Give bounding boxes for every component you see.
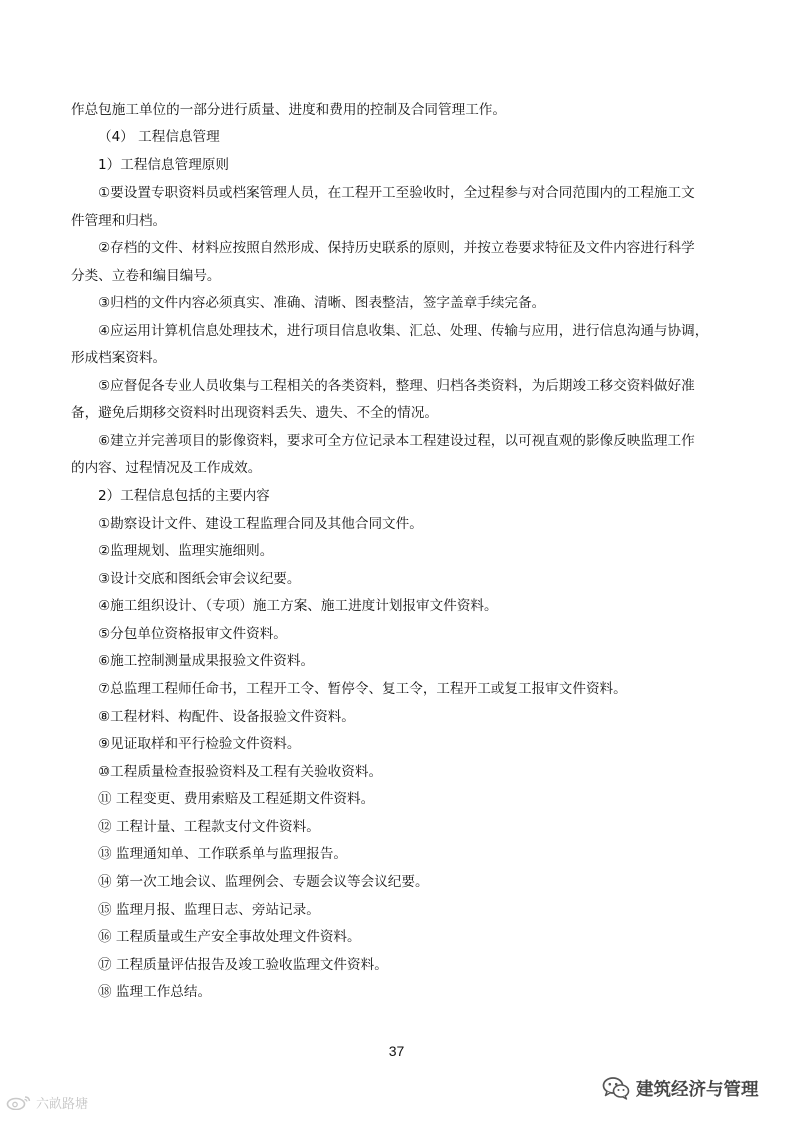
list-item: ⑬ 监理通知单、工作联系单与监理报告。 — [98, 846, 348, 862]
section-heading: （4） 工程信息管理 — [98, 129, 220, 145]
list-item: ⑦总监理工程师任命书，工程开工令、暂停令、复工令，工程开工或复工报审文件资料。 — [98, 681, 627, 697]
paragraph-line: ①要设置专职资料员或档案管理人员，在工程开工至验收时，全过程参与对合同范围内的工程施工文 — [98, 185, 695, 201]
list-item: ⑯ 工程质量或生产安全事故处理文件资料。 — [98, 929, 361, 945]
list-item: ④施工组织设计、（专项）施工方案、施工进度计划报审文件资料。 — [98, 598, 498, 614]
list-item: ⑨见证取样和平行检验文件资料。 — [98, 736, 301, 752]
paragraph-line: ③归档的文件内容必须真实、准确、清晰、图表整洁，签字盖章手续完备。 — [98, 295, 546, 311]
list-item: ⑤分包单位资格报审文件资料。 — [98, 626, 287, 642]
paragraph-line: 作总包施工单位的一部分进行质量、进度和费用的控制及合同管理工作。 — [71, 102, 506, 118]
paragraph-line: ⑥建立并完善项目的影像资料，要求可全方位记录本工程建设过程，以可视直观的影像反映监理工作 — [98, 433, 695, 449]
list-item: ⑩工程质量检查报验资料及工程有关验收资料。 — [98, 764, 383, 780]
page-number: 37 — [388, 1043, 405, 1059]
paragraph-line: ⑤应督促各专业人员收集与工程相关的各类资料，整理、归档各类资料，为后期竣工移交资料做好准 — [98, 378, 695, 394]
list-item: ⑭ 第一次工地会议、监理例会、专题会议等会议纪要。 — [98, 874, 429, 890]
paragraph-line: 备，避免后期移交资料时出现资料丢失、遗失、不全的情况。 — [71, 405, 439, 421]
list-item: ⑫ 工程计量、工程款支付文件资料。 — [98, 819, 320, 835]
list-item: ②监理规划、监理实施细则。 — [98, 543, 274, 559]
wechat-icon — [602, 1076, 630, 1100]
paragraph-line: 的内容、过程情况及工作成效。 — [71, 460, 262, 476]
subsection-heading: 1）工程信息管理原则 — [98, 157, 229, 173]
paragraph-line: 形成档案资料。 — [71, 350, 167, 366]
list-item: ③设计交底和图纸会审会议纪要。 — [98, 571, 301, 587]
weibo-watermark-text: 六畝路塘 — [36, 1096, 89, 1112]
wechat-watermark — [602, 1074, 759, 1102]
list-item: ⑧工程材料、构配件、设备报验文件资料。 — [98, 709, 355, 725]
list-item: ⑱ 监理工作总结。 — [98, 984, 212, 1000]
paragraph-line: ④应运用计算机信息处理技术，进行项目信息收集、汇总、处理、传输与应用，进行信息沟通与协调， — [98, 323, 709, 339]
paragraph-line: ②存档的文件、材料应按照自然形成、保持历史联系的原则，并按立卷要求特征及文件内容进行科学 — [98, 240, 695, 256]
paragraph-line: 件管理和归档。 — [71, 213, 167, 229]
list-item: ⑰ 工程质量评估报告及竣工验收监理文件资料。 — [98, 957, 388, 973]
list-item: ⑮ 监理月报、监理日志、旁站记录。 — [98, 902, 320, 918]
list-item: ⑥施工控制测量成果报验文件资料。 — [98, 653, 315, 669]
list-item: ⑪ 工程变更、费用索赔及工程延期文件资料。 — [98, 791, 375, 807]
wechat-account-name: 建筑经济与管理 — [636, 1079, 759, 1100]
list-item: ①勘察设计文件、建设工程监理合同及其他合同文件。 — [98, 516, 423, 532]
weibo-logo-icon — [6, 1094, 32, 1110]
weibo-watermark — [6, 1092, 88, 1112]
subsection-heading: 2）工程信息包括的主要内容 — [98, 488, 270, 504]
paragraph-line: 分类、立卷和编目编号。 — [71, 268, 221, 284]
